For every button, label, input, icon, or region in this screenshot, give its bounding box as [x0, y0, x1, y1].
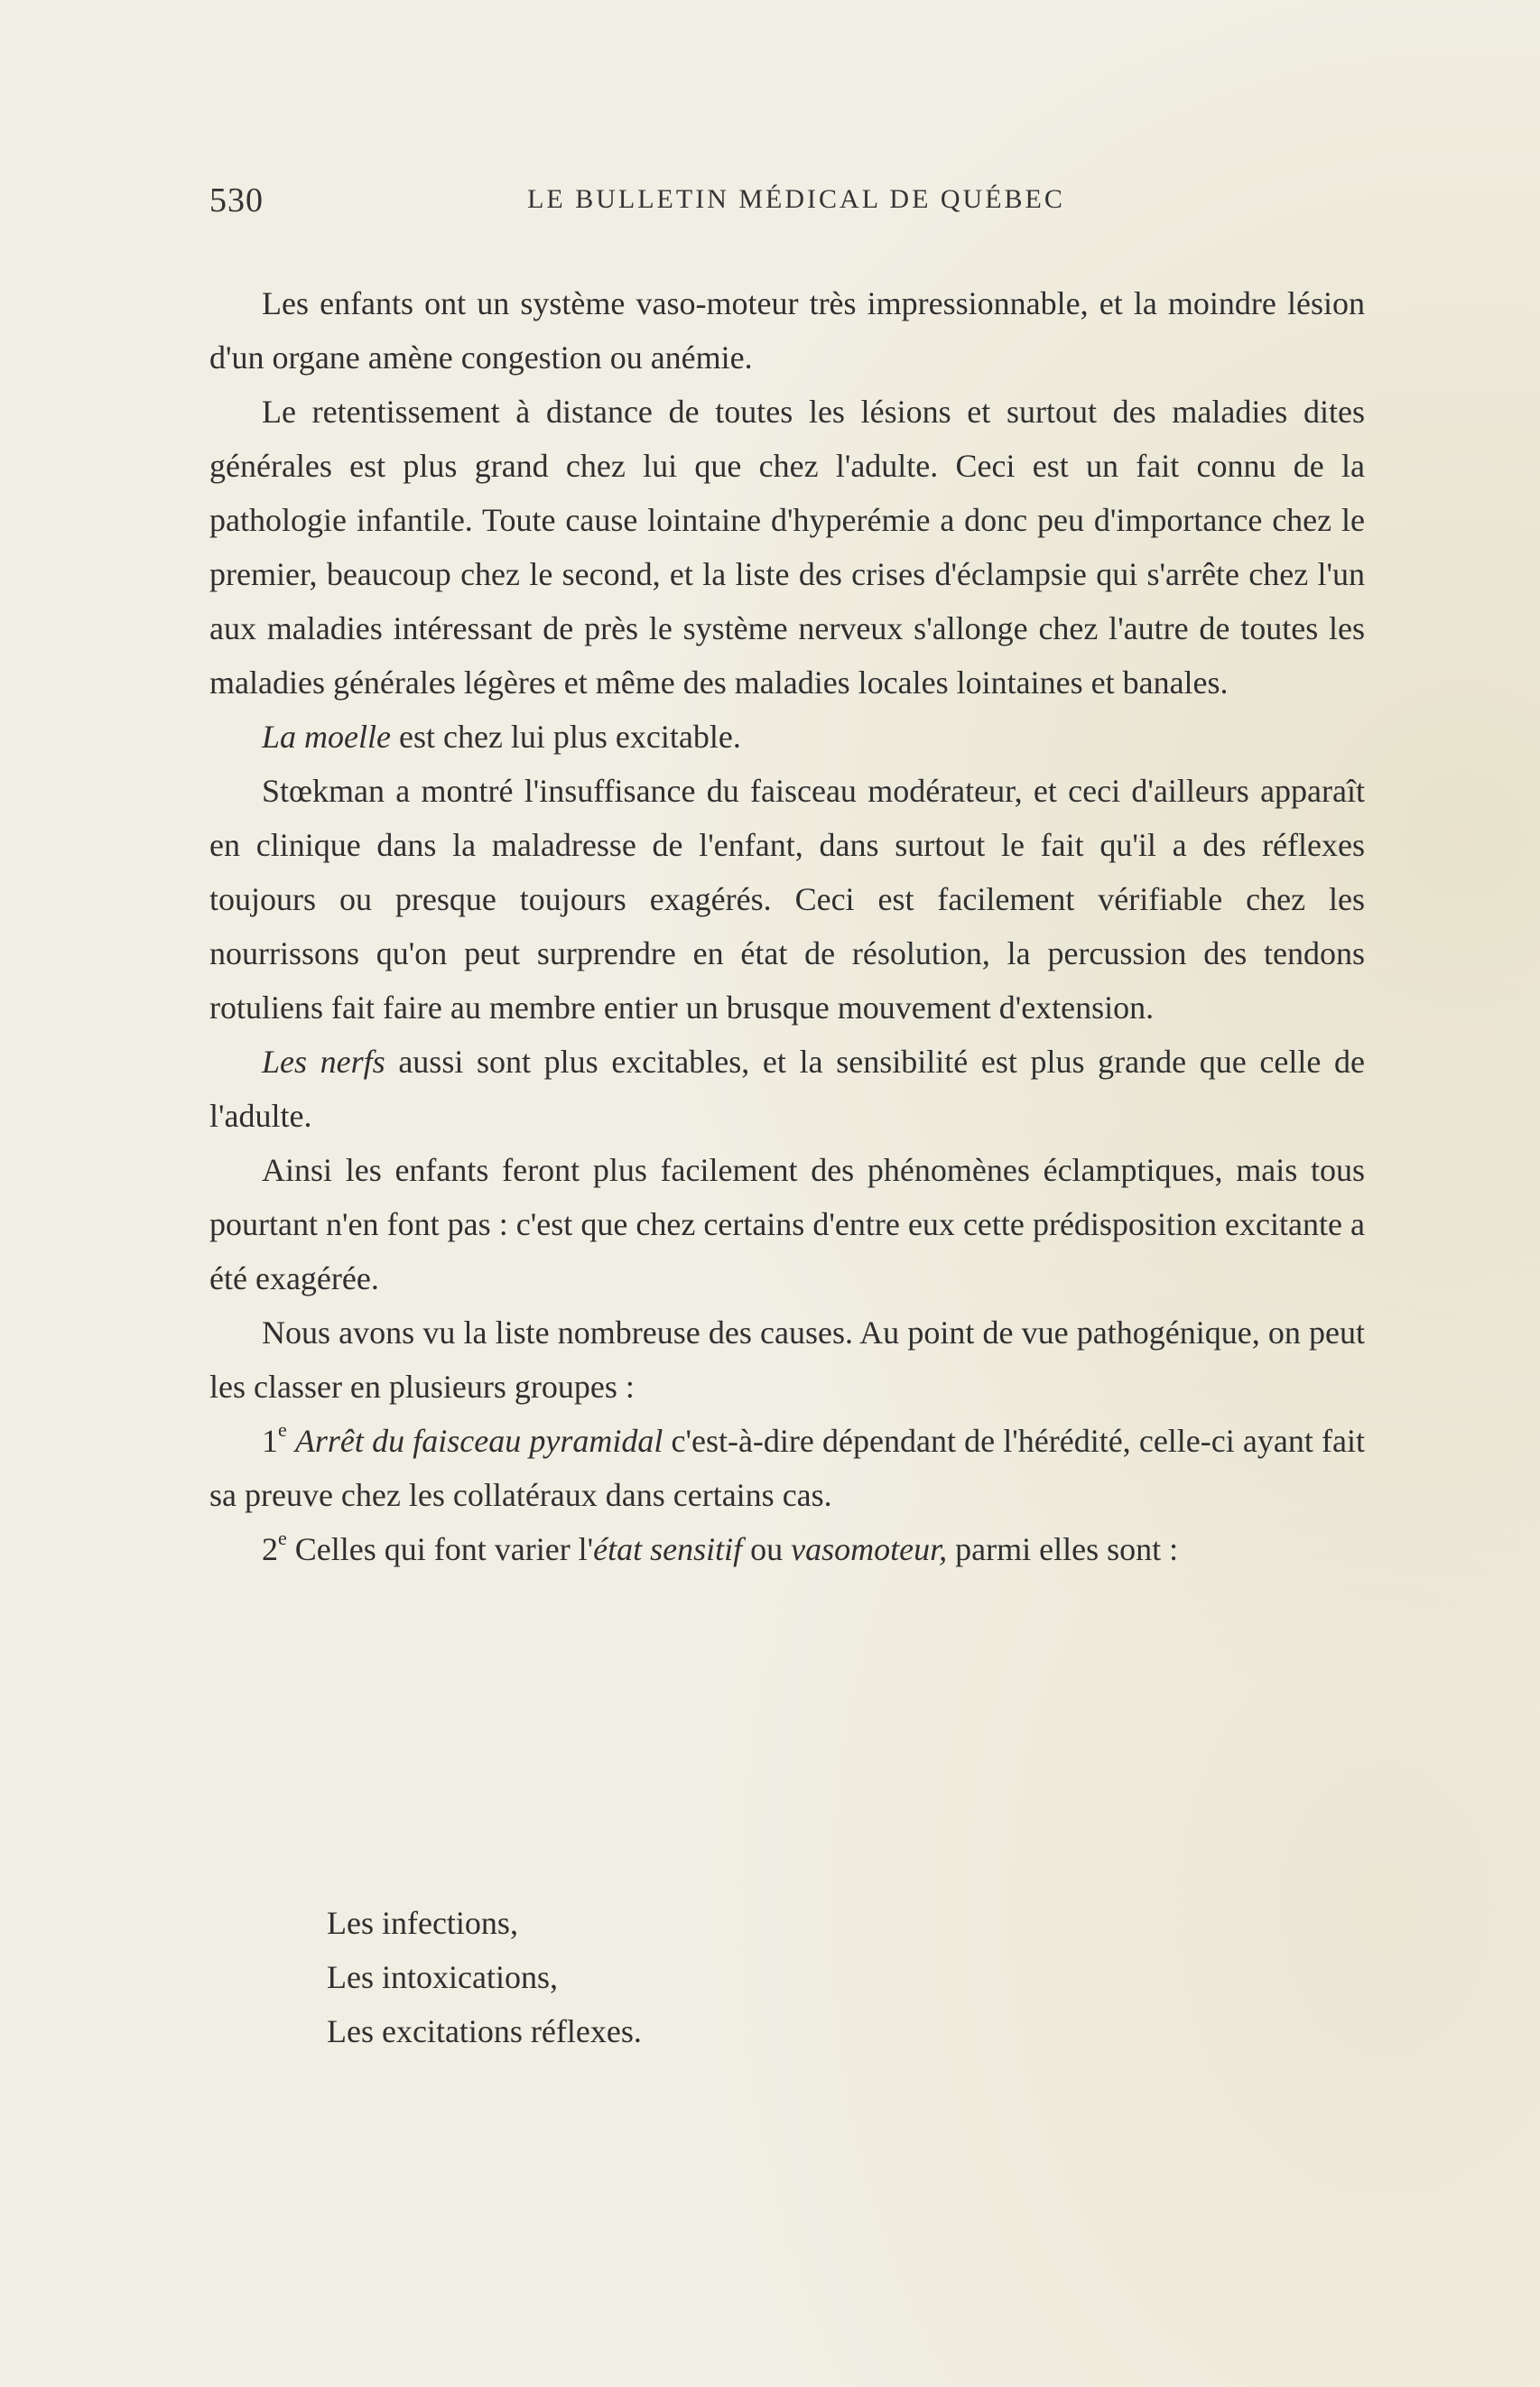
running-head: LE BULLETIN MÉDICAL DE QUÉBEC: [527, 184, 1065, 214]
ordinal-suffix: e: [278, 1418, 287, 1441]
paragraph-3: [209, 710, 1365, 764]
list-item: Les infections,: [327, 1905, 518, 1941]
italic-term: état sensitif: [593, 1531, 743, 1567]
italic-term: Les nerfs: [262, 1044, 385, 1080]
paragraph-4: Stœkman a montré l'insuffisance du faisceau modérateur, et ceci d'ailleurs apparaît en clinique dans la maladresse de l'enfant, dans surtout le fait qu'il a des réflexes toujours ou presque toujours exagérés. Ceci est facilement vérifiable chez les nourrissons qu'on peut surprendre en état de résolution, la percussion des tendons rotuliens fait faire au membre entier un brusque mouvement d'extension.: [209, 773, 1365, 1026]
italic-term: Arrêt du faisceau pyramidal: [294, 1423, 663, 1459]
paragraph-text: est chez lui plus excitable.: [390, 719, 741, 755]
paragraph-text: c'est-à-dire dépendant de l'hérédité, celle-ci ayant fait sa preuve chez les collatéraux dans certains cas.: [209, 1423, 1365, 1513]
paragraph-5: [209, 1035, 1365, 1143]
item-number: 2: [262, 1531, 278, 1567]
ordinal-suffix: e: [278, 1527, 287, 1549]
page-number: 530: [209, 181, 264, 219]
paragraph-7: Nous avons vu la liste nombreuse des causes. Au point de vue pathogénique, on peut les classer en plusieurs groupes :: [209, 1314, 1365, 1405]
paragraph-8: [209, 1414, 1365, 1522]
paragraph-1: Les enfants ont un système vaso-moteur très impressionnable, et la moindre lésion d'un organe amène congestion ou anémie.: [209, 285, 1365, 376]
causes-list: [327, 1896, 642, 2058]
paragraph-9: [209, 1522, 1365, 1576]
paragraph-text: Celles qui font varier l': [286, 1531, 594, 1567]
article-body: [209, 276, 1365, 1576]
item-number: 1: [262, 1423, 278, 1459]
italic-term: vasomoteur,: [791, 1531, 948, 1567]
list-item: Les intoxications,: [327, 1959, 558, 1995]
italic-term: La moelle: [262, 719, 391, 755]
paragraph-text: aussi sont plus excitables, et la sensibilité est plus grande que celle de l'adulte.: [209, 1044, 1365, 1134]
page-header: [209, 181, 1365, 226]
paragraph-6: Ainsi les enfants feront plus facilement des phénomènes éclamptiques, mais tous pourtant n'en font pas : c'est que chez certains d'entre eux cette prédisposition excitante a été exagérée.: [209, 1152, 1365, 1296]
paragraph-text: ou: [742, 1531, 792, 1567]
list-item: Les excitations réflexes.: [327, 2013, 642, 2049]
paragraph-2: Le retentissement à distance de toutes les lésions et surtout des maladies dites générales est plus grand chez lui que chez l'adulte. Ceci est un fait connu de la pathologie infantile. Toute cause lointaine d'hyperémie a donc peu d'importance chez le premier, beaucoup chez le second, et la liste des crises d'éclampsie qui s'arrête chez l'un aux maladies intéressant de près le système nerveux s'allonge chez l'autre de toutes les maladies générales légères et même des maladies locales lointaines et banales.: [209, 394, 1365, 701]
paragraph-text: parmi elles sont :: [947, 1531, 1179, 1567]
